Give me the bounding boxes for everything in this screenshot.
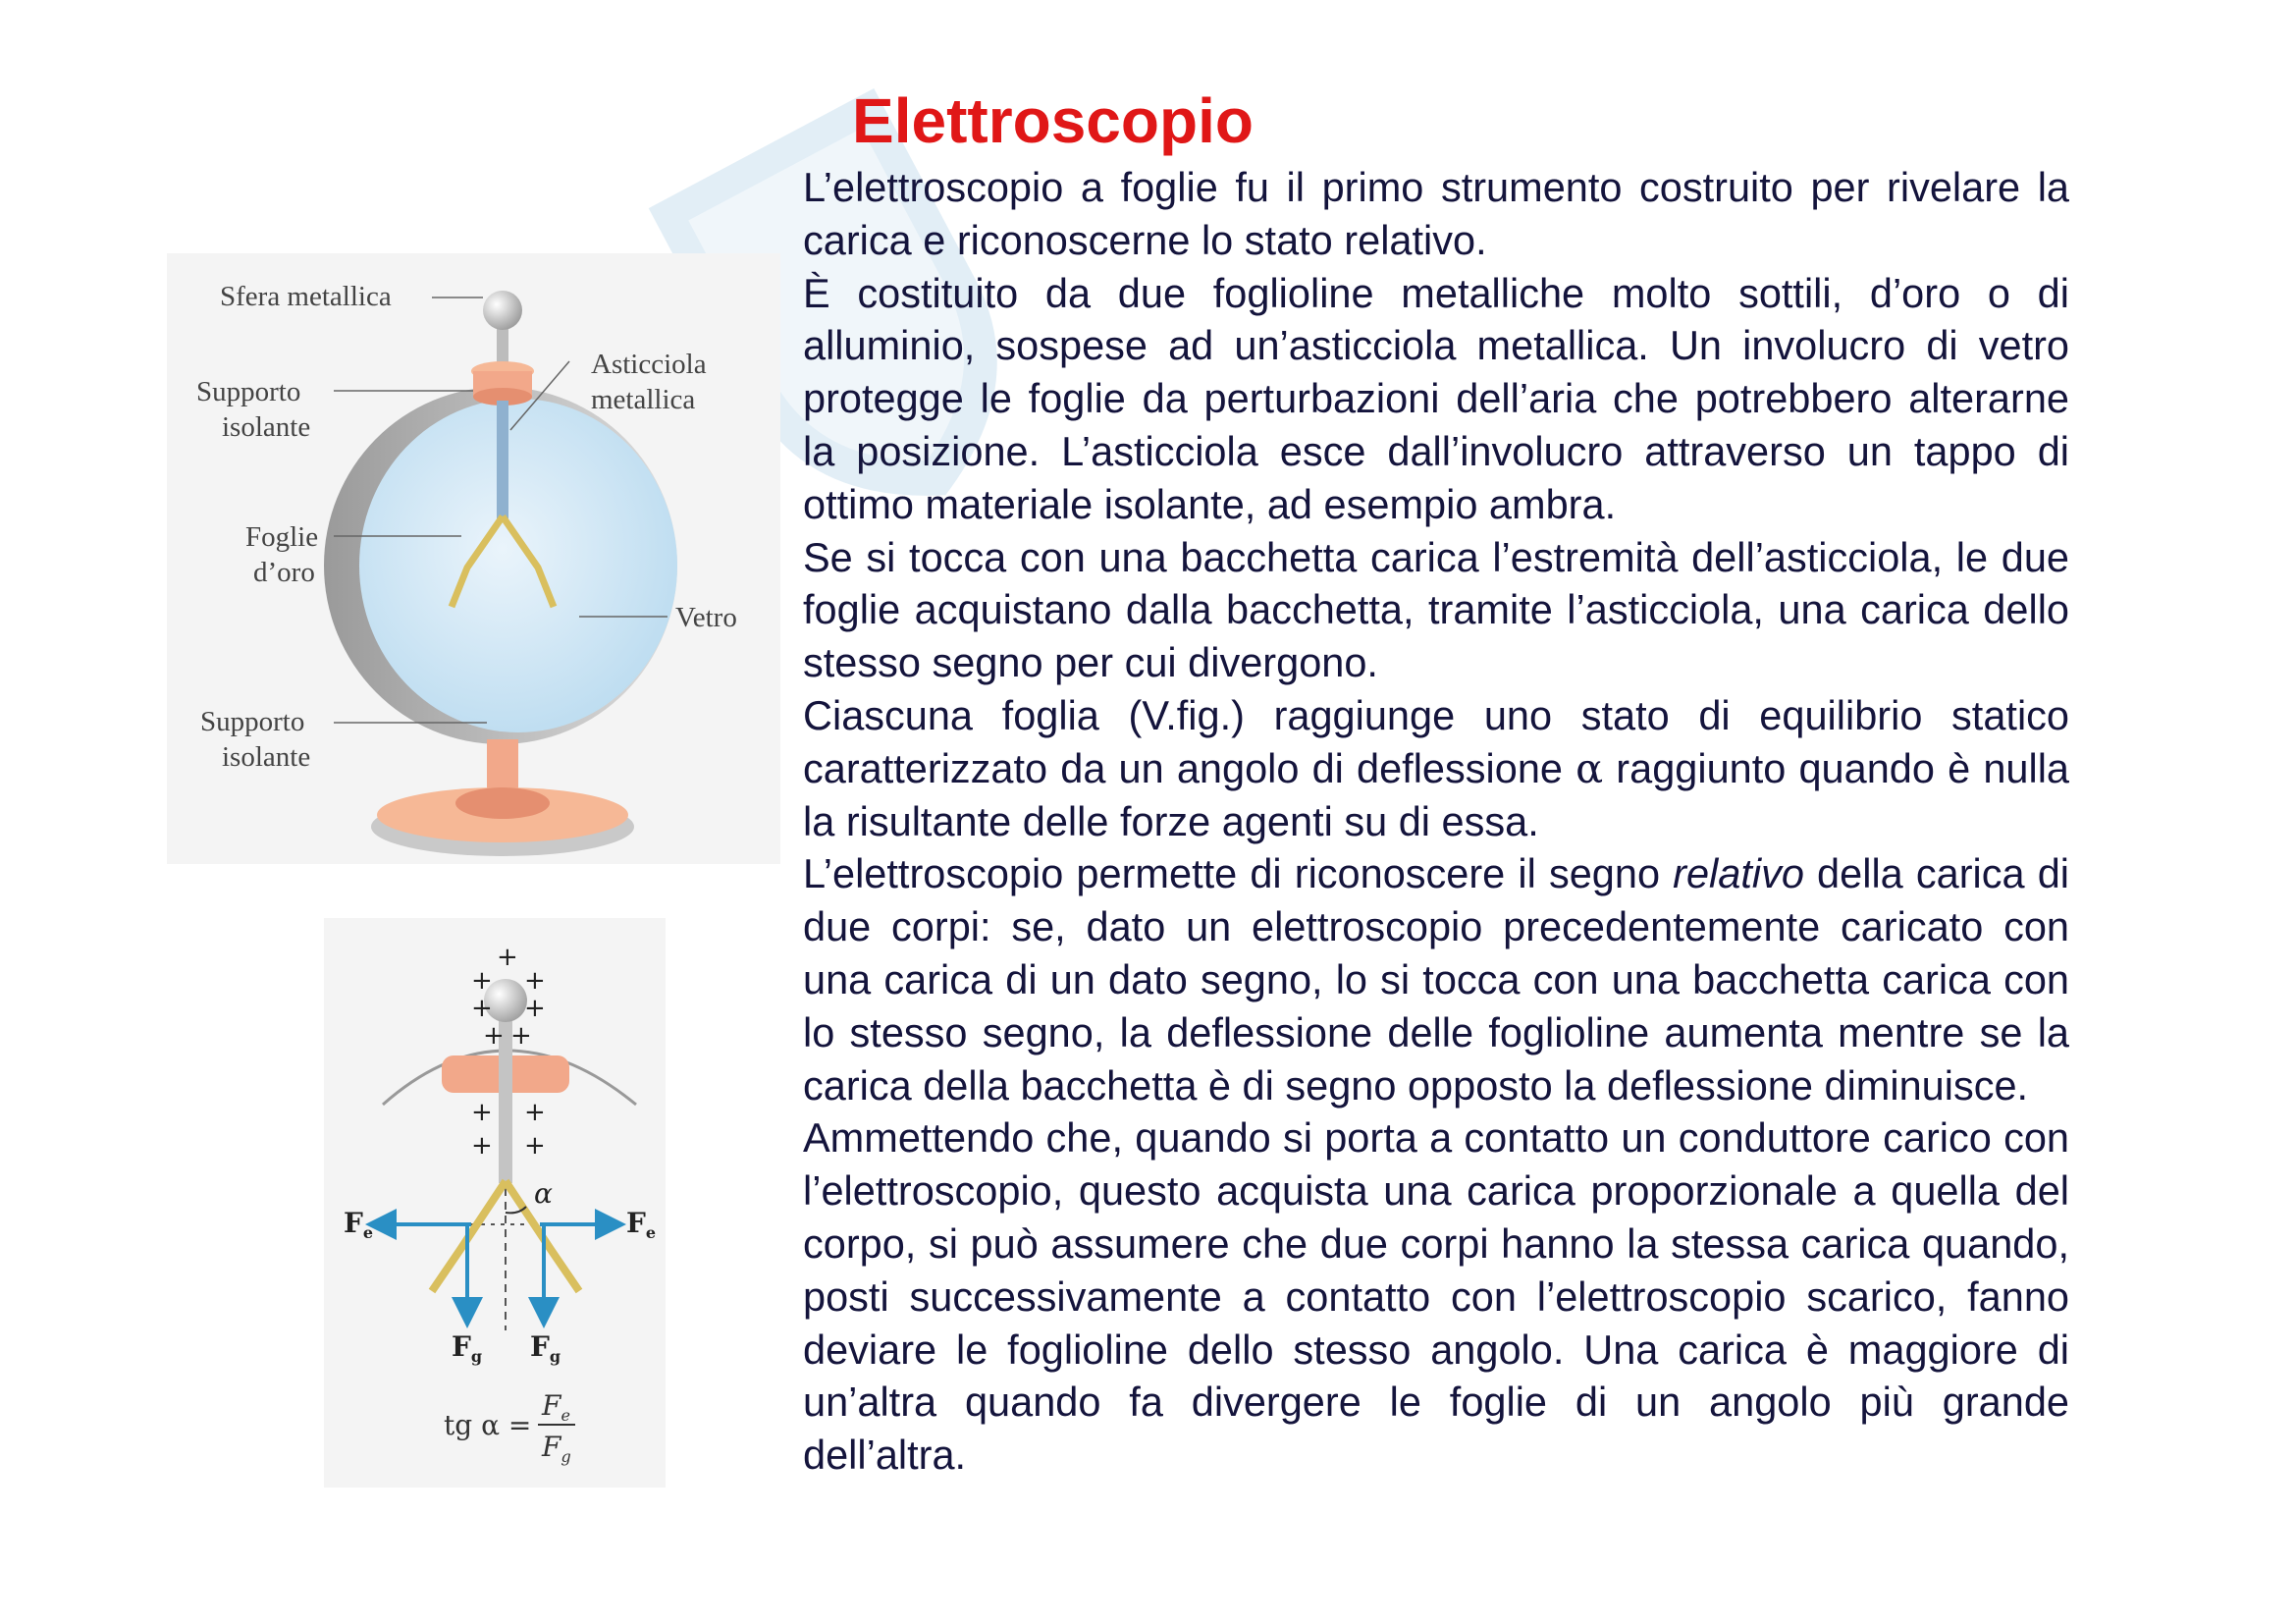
fe-right-label: $F_e$ [626,1207,657,1242]
electroscope-diagram [167,253,780,864]
label-supporto-top-1: Supporto [196,376,301,407]
plus-sign: + [497,943,518,972]
fe-left-label: $F_e$ [344,1207,374,1242]
text-segment: raggiunto quando è nulla la risultante delle forze agenti su di essa. [803,744,2069,844]
emphasis-relativo: relativo [1673,850,1804,897]
plus-sign: + [471,966,493,996]
paragraph-intro: L’elettroscopio a foglie fu il primo strumento costruito per rivelare la carica e riconoscerne lo stato relativo. [803,164,2069,263]
plus-sign: + [483,1021,505,1051]
label-foglie-1: Foglie [245,521,319,553]
text-segment: Ciascuna foglia (V.fig.) raggiunge uno stato di equilibrio statico caratterizzato da un angolo di deflessione [803,691,2069,791]
alpha-label: α [534,1177,553,1210]
force-diagram [324,918,666,1488]
alpha-symbol: α [1575,743,1604,792]
formula-lhs: tg α = [444,1409,532,1441]
paragraph-comparison: Ammettendo che, quando si porta a contatto un conduttore carico con l’elettroscopio, questo acquista una carica proporzionale a quella del corpo, si può assumere che due corpi hanno la stessa carica quando, posti successivamente a contatto con l’elettroscopio scarico, fanno deviare le foglioline dello stesso angolo. Una carica è maggiore di un’altra quando fa divergere le foglie di un angolo più grande dell’altra. [803,1114,2069,1479]
formula-numerator: $F_e$ [542,1389,570,1425]
label-vetro: Vetro [675,602,737,633]
formula-denominator: $F_g$ [542,1431,571,1466]
plus-sign: + [524,994,546,1023]
fg-right-label: $F_g$ [530,1330,561,1366]
plus-sign: + [524,966,546,996]
label-supporto-top-2: isolante [222,411,311,443]
inner-rod [497,401,508,518]
paragraph-equilibrium [803,689,2069,847]
fg-left-label: $F_g$ [452,1330,483,1366]
label-asticciola-2: metallica [591,384,696,415]
label-supporto-bot-2: isolante [222,741,311,773]
plus-sign: + [471,994,493,1023]
plus-sign: + [524,1131,546,1161]
label-asticciola-1: Asticciola [591,349,707,380]
plus-sign: + [524,1098,546,1127]
text-segment: della carica di due corpi: se, dato un elettroscopio precedentemente caricato con una carica di un dato segno, lo si tocca con una bacchetta carica con lo stesso segno, la deflessione delle foglioline aumenta mentre se la carica della bacchetta è di segno opposto la deflessione diminuisce. [803,850,2069,1109]
base-knob [455,787,550,819]
metal-sphere [483,291,522,330]
label-sfera: Sfera metallica [220,281,392,312]
plus-sign: + [510,1021,532,1051]
page-title: Elettroscopio [852,85,1254,156]
glass-envelope [359,399,677,732]
label-supporto-bot-1: Supporto [200,706,305,737]
plus-sign: + [471,1098,493,1127]
paragraph-charging: Se si tocca con una bacchetta carica l’estremità dell’asticciola, le due foglie acquistano dalla bacchetta, tramite l’asticciola, una carica dello stesso segno per cui divergono. [803,533,2069,686]
label-foglie-2: d’oro [253,557,315,588]
paragraph-sign [803,847,2069,1111]
plus-sign: + [471,1131,493,1161]
bottom-stem [487,739,518,790]
main-text [803,161,2069,1482]
text-segment: L’elettroscopio permette di riconoscere il segno [803,850,1674,897]
paragraph-structure: È costituito da due foglioline metalliche molto sottili, d’oro o di alluminio, sospese ad un’asticciola metallica. Un involucro di vetro protegge le foglie da perturbazioni dell’aria che potrebbero alterarne la posizione. L’asticciola esce dall’involucro attraverso un tappo di ottimo materiale isolante, ad esempio ambra. [803,269,2069,527]
